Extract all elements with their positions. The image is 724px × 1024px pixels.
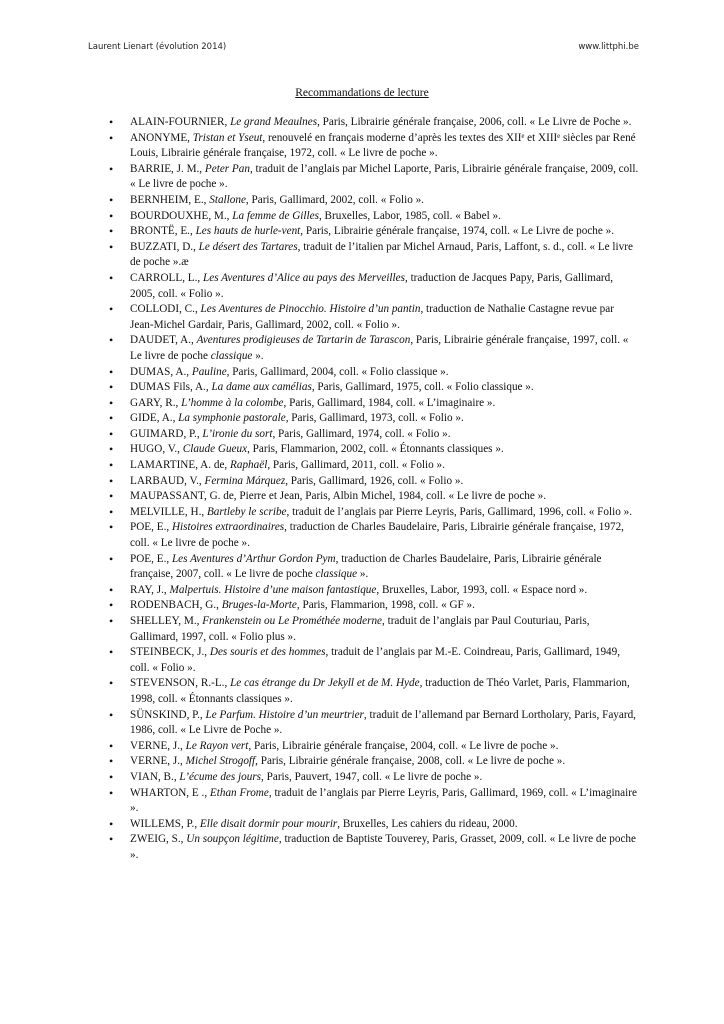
entry-author: ANONYME,: [130, 131, 193, 144]
list-item: [130, 770, 640, 786]
entry-details: , traduit de l’anglais par Michel Laporte, Paris, Librairie générale française, 2009, coll. « Le livre de poche ».: [130, 162, 639, 191]
entry-title: Le grand Meaulnes: [230, 116, 318, 128]
entry-title: Tristan et Yseut: [192, 131, 263, 144]
entry-author: BRONTË, E.,: [130, 225, 196, 238]
entry-title: Ethan Frome: [209, 786, 269, 799]
entry-details: , Paris, Gallimard, 1975, coll. « Folio classique ».: [311, 381, 534, 394]
entry-author: BERNHEIM, E.,: [130, 193, 210, 206]
entry-title: Histoires extraordinaires: [171, 521, 285, 534]
entry-author: SÜNSKIND, P.,: [130, 708, 206, 721]
entry-title: Pauline: [191, 365, 227, 378]
entry-details: , Bruxelles, Les cahiers du rideau, 2000.: [337, 817, 518, 830]
entry-author: VERNE, J.,: [130, 755, 186, 768]
entry-title: Les Aventures d’Alice au pays des Merveilles,: [203, 271, 408, 284]
list-item: [130, 224, 640, 240]
entry-details: , Paris, Librairie générale française, 1974, coll. « Le Livre de poche ».: [300, 225, 615, 238]
list-item: [130, 365, 640, 381]
entry-title: L’homme à la colombe: [181, 396, 284, 409]
entry-title: L’écume des jours: [179, 770, 262, 783]
entry-details: , traduction de Nathalie Castagne revue par Jean-Michel Gardair, Paris, Gallimard, 2002, coll. « Folio ».: [130, 303, 614, 331]
list-item: [130, 552, 640, 583]
entry-author: SHELLEY, M.,: [130, 615, 203, 627]
entry-title: Le Rayon vert: [185, 739, 249, 752]
entry-details: , traduit de l’anglais par Pierre Leyris, Paris, Gallimard, 1969, coll. « L’imaginaire ».: [130, 786, 637, 815]
entry-author: MAUPASSANT, G. de, Pierre et Jean, Paris, Albin Michel, 1984, coll. « Le livre de poche ».: [130, 490, 547, 503]
entry-details: , Paris, Flammarion, 2002, coll. « Étonnants classiques ».: [247, 443, 504, 456]
entry-author: VIAN, B.,: [130, 770, 180, 783]
entry-author: WILLEMS, P.,: [130, 817, 200, 830]
entry-details: , traduction de Théo Varlet, Paris, Flammarion, 1998, coll. « Étonnants classiques ».: [130, 677, 630, 705]
entry-author: POE, E.,: [130, 552, 172, 565]
entry-details: , Paris, Gallimard, 2011, coll. « Folio ».: [267, 459, 445, 472]
entry-details: , traduction de Baptiste Touverey, Paris, Grasset, 2009, coll. « Le livre de poche ».: [130, 833, 636, 861]
entry-details: , Paris, Gallimard, 1926, coll. « Folio ».: [285, 474, 464, 487]
list-item: [130, 271, 640, 302]
entry-details: , Paris, Gallimard, 1973, coll. « Folio ».: [285, 412, 464, 425]
list-item: [130, 411, 640, 427]
list-item: [130, 131, 640, 162]
entry-details: , traduit de l’allemand par Bernard Lortholary, Paris, Fayard, 1986, coll. « Le Livre de Poche ».: [130, 708, 636, 737]
entry-author: BOURDOUXHE, M.,: [130, 209, 233, 222]
list-item: [130, 115, 640, 131]
entry-title: Claude Gueux: [182, 443, 248, 456]
entry-author: RAY, J.,: [130, 583, 170, 596]
entry-title: Le cas étrange du Dr Jekyll et de M. Hyde: [230, 677, 420, 690]
reading-list: [130, 115, 640, 864]
list-item: [130, 645, 640, 676]
entry-author: GIDE, A.,: [130, 412, 179, 425]
entry-title: Peter Pan: [204, 162, 250, 175]
header-author: Laurent Lienart (évolution 2014): [88, 42, 227, 52]
entry-details: , traduction de Charles Baudelaire, Paris, Librairie générale française, 2007, coll. « Le livre de poche: [130, 552, 602, 581]
entry-title: Les Aventures d’Arthur Gordon Pym: [171, 552, 336, 565]
entry-details: , Paris, Librairie générale française, 2008, coll. « Le livre de poche ».: [255, 755, 566, 768]
list-item: [130, 832, 640, 863]
list-item: [130, 786, 640, 817]
list-item: [130, 302, 640, 333]
list-item: [130, 708, 640, 739]
list-item: [130, 598, 640, 614]
entry-author: LARBAUD, V.,: [130, 474, 205, 487]
list-item: [130, 739, 640, 755]
entry-details: , Paris, Gallimard, 2002, coll. « Folio ».: [245, 193, 424, 206]
list-item: [130, 442, 640, 458]
entry-author: MELVILLE, H.,: [130, 505, 207, 518]
entry-details: , traduit de l’italien par Michel Arnaud, Paris, Laffont, s. d., coll. « Le livre de poche ».æ: [130, 240, 633, 269]
entry-details: , Paris, Librairie générale française, 2004, coll. « Le livre de poche ».: [248, 739, 559, 752]
entry-details: , Paris, Flammarion, 1998, coll. « GF ».: [296, 599, 475, 612]
list-item: [130, 162, 640, 193]
entry-title: La femme de Gilles: [232, 209, 319, 222]
list-item: [130, 333, 640, 364]
entry-title: Fermina Márquez: [204, 474, 286, 487]
entry-author: ZWEIG, S.,: [130, 833, 187, 846]
entry-author: BUZZATI, D.,: [130, 240, 199, 253]
entry-title: Raphaël: [230, 459, 268, 472]
entry-details-extra: ».: [357, 568, 369, 581]
list-item: [130, 754, 640, 770]
entry-author: BARRIE, J. M.,: [130, 162, 205, 175]
list-item: [130, 520, 640, 551]
entry-title: Un soupçon légitime: [186, 833, 279, 846]
entry-title-extra: classique: [315, 568, 358, 581]
list-item: [130, 193, 640, 209]
entry-details: , Paris, Gallimard, 1984, coll. « L’imaginaire ».: [283, 396, 496, 409]
entry-details: , traduit de l’anglais par Pierre Leyris, Paris, Gallimard, 1996, coll. « Folio ».: [286, 505, 632, 518]
entry-title: Frankenstein ou Le Prométhée moderne: [202, 615, 382, 627]
list-item: [130, 396, 640, 412]
list-item: [130, 427, 640, 443]
entry-details: , Bruxelles, Labor, 1993, coll. « Espace nord ».: [376, 583, 588, 596]
entry-author: DAUDET, A.,: [130, 334, 197, 347]
entry-title: Bartleby le scribe: [206, 505, 287, 518]
entry-details-extra: ».: [252, 349, 264, 362]
entry-title: Michel Strogoff: [185, 755, 256, 768]
entry-details: , Paris, Gallimard, 2004, coll. « Folio classique ».: [226, 365, 449, 378]
list-item: [130, 380, 640, 396]
entry-details: , traduit de l’anglais par M.-E. Coindreau, Paris, Gallimard, 1949, coll. « Folio ».: [130, 646, 621, 674]
list-item: [130, 676, 640, 707]
entry-author: WHARTON, E .,: [130, 786, 210, 799]
entry-details: , Paris, Gallimard, 1974, coll. « Folio ».: [272, 427, 451, 440]
entry-title: Malpertuis. Histoire d’une maison fantastique: [169, 583, 377, 596]
list-item: [130, 458, 640, 474]
entry-title: La symphonie pastorale: [178, 412, 286, 425]
list-item: [130, 505, 640, 521]
entry-title: Le désert des Tartares: [198, 240, 298, 253]
entry-author: DUMAS Fils, A.,: [130, 381, 212, 394]
entry-title: Des souris et des hommes: [209, 646, 326, 659]
entry-title: Aventures prodigieuses de Tartarin de Tarascon: [196, 334, 411, 347]
entry-author: CARROLL, L.,: [130, 271, 204, 284]
entry-author: DUMAS, A.,: [130, 365, 192, 378]
entry-details: , traduction de Charles Baudelaire, Paris, Librairie générale française, 1972, coll. « Le livre de poche ».: [130, 521, 624, 550]
entry-author: LAMARTINE, A. de,: [130, 459, 231, 472]
page-title-text: Recommandations de lecture: [295, 87, 429, 99]
entry-author: STEINBECK, J.,: [130, 646, 210, 659]
entry-title: Les Aventures de Pinocchio. Histoire d’un pantin: [200, 303, 421, 316]
header-website: www.littphi.be: [578, 42, 639, 52]
entry-title: Les hauts de hurle-vent: [195, 225, 301, 238]
entry-author: VERNE, J.,: [130, 739, 186, 752]
entry-details: , Paris, Pauvert, 1947, coll. « Le livre de poche ».: [261, 770, 483, 783]
entry-details: , renouvelé en français moderne d’après les textes des XIIᵉ et XIIIᵉ siècles par René Louis, Librairie générale française, 1972, coll. « Le livre de poche ».: [130, 131, 636, 160]
list-item: [130, 240, 640, 271]
entry-details: , Paris, Librairie générale française, 1997, coll. « Le livre de poche: [130, 334, 629, 362]
entry-author: COLLODI, C.,: [130, 303, 201, 316]
entry-details: , Bruxelles, Labor, 1985, coll. « Babel ».: [318, 209, 501, 222]
entry-author: GUIMARD, P.,: [130, 427, 203, 440]
entry-title: La dame aux camélias: [211, 381, 312, 394]
entry-author: STEVENSON, R.-L.,: [130, 677, 231, 690]
list-item: [130, 209, 640, 225]
entry-title: Stallone: [209, 193, 246, 206]
list-item: [130, 489, 640, 505]
list-item: [130, 474, 640, 490]
list-item: [130, 583, 640, 599]
entry-author: POE, E.,: [130, 521, 172, 534]
entry-title: Elle disait dormir pour mourir: [199, 817, 338, 830]
page-title: [0, 87, 724, 99]
entry-details: , Paris, Librairie générale française, 2006, coll. « Le Livre de Poche ».: [317, 116, 632, 128]
entry-author: GARY, R.,: [130, 396, 182, 409]
entry-details: , traduit de l’anglais par Paul Couturiau, Paris, Gallimard, 1997, coll. « Folio plus ».: [130, 615, 590, 643]
entry-author: ALAIN-FOURNIER,: [130, 116, 231, 128]
list-item: [130, 817, 640, 833]
list-item: [130, 614, 640, 645]
entry-title-extra: classique: [210, 349, 253, 362]
entry-author: HUGO, V.,: [130, 443, 183, 456]
entry-title: Bruges-la-Morte: [221, 599, 297, 612]
entry-details: traduction de Jacques Papy, Paris, Gallimard, 2005, coll. « Folio ».: [130, 271, 614, 300]
entry-author: RODENBACH, G.,: [130, 599, 222, 612]
entry-title: Le Parfum. Histoire d’un meurtrier: [205, 708, 364, 721]
entry-title: L’ironie du sort: [202, 427, 273, 440]
